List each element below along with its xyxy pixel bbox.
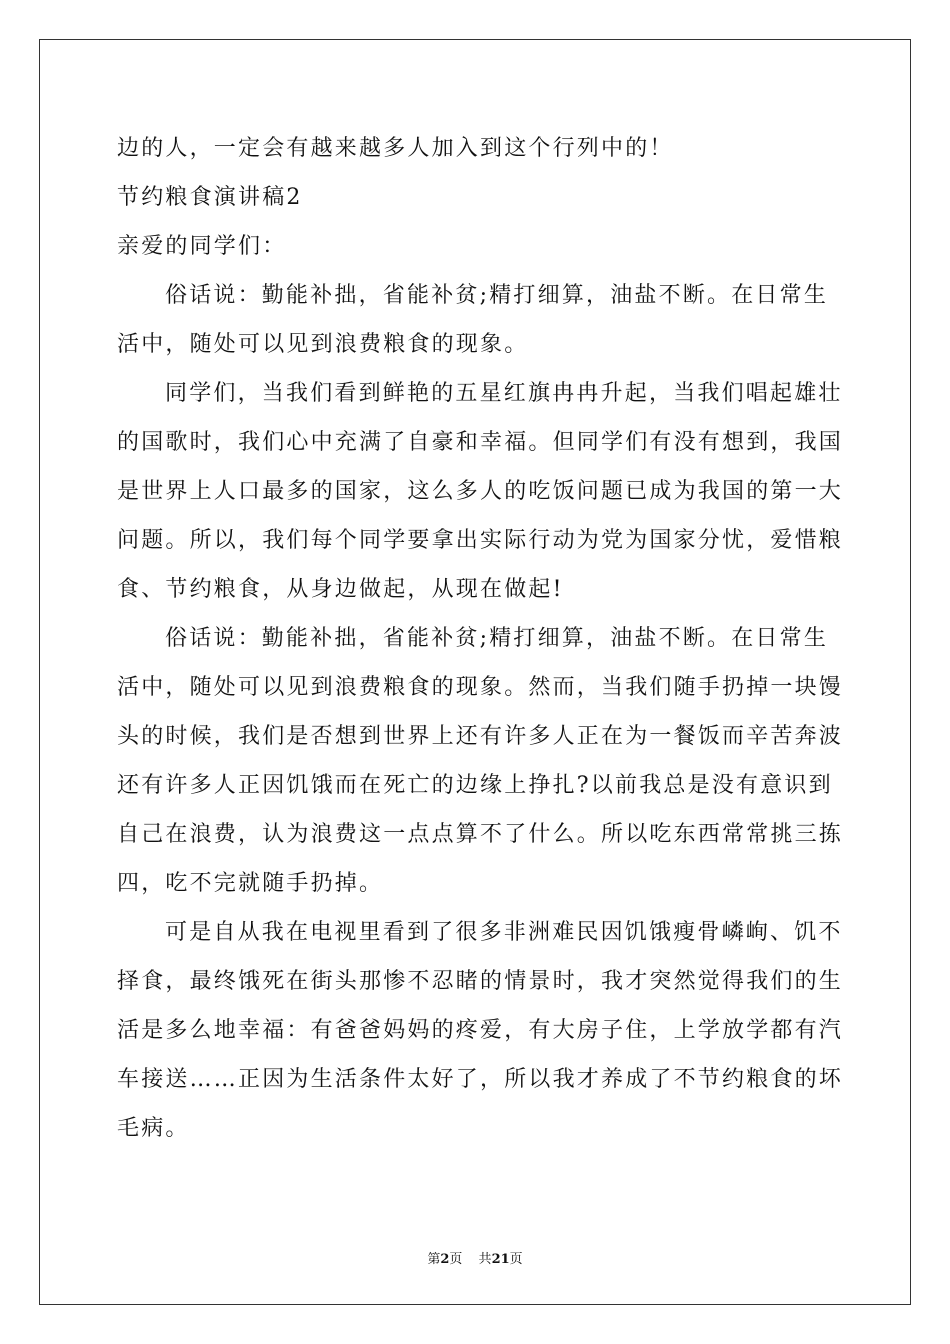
- paragraph-start: 俗话说：勤能补拙，省能补贫;精打细算，油盐不断。在日常生: [165, 283, 829, 308]
- text-line: 头的时候，我们是否想到世界上还有许多人正在为一餐饭而辛苦奔波: [117, 724, 844, 749]
- text-line: 是世界上人口最多的国家，这么多人的吃饭问题已成为我国的第一大: [117, 479, 844, 504]
- text-line: 活中，随处可以见到浪费粮食的现象。然而，当我们随手扔掉一块馒: [117, 675, 844, 700]
- page-number: 2: [440, 1252, 450, 1267]
- text-line: 的国歌时，我们心中充满了自豪和幸福。但同学们有没有想到，我国: [117, 430, 844, 455]
- page-suffix: 页: [449, 1252, 463, 1267]
- total-pages: 21: [491, 1252, 510, 1267]
- text-line: 食、节约粮食，从身边做起，从现在做起!: [117, 577, 564, 602]
- paragraph-start: 可是自从我在电视里看到了很多非洲难民因饥饿瘦骨嶙峋、饥不: [165, 920, 843, 945]
- total-suffix: 页: [509, 1252, 523, 1267]
- text-line: 还有许多人正因饥饿而在死亡的边缘上挣扎?以前我总是没有意识到: [117, 773, 833, 798]
- section-title: 节约粮食演讲稿2: [117, 185, 303, 210]
- total-indicator: [479, 1252, 523, 1267]
- text-line: 毛病。: [117, 1116, 190, 1141]
- text-line: 自己在浪费，认为浪费这一点点算不了什么。所以吃东西常常挑三拣: [117, 822, 844, 847]
- paragraph-start: 同学们，当我们看到鲜艳的五星红旗冉冉升起，当我们唱起雄壮: [165, 381, 843, 406]
- text-line: 择食，最终饿死在街头那惨不忍睹的情景时，我才突然觉得我们的生: [117, 969, 844, 994]
- paragraph-start: 俗话说：勤能补拙，省能补贫;精打细算，油盐不断。在日常生: [165, 626, 829, 651]
- text-line: 车接送……正因为生活条件太好了，所以我才养成了不节约粮食的坏: [117, 1067, 844, 1092]
- text-line: 活中，随处可以见到浪费粮食的现象。: [117, 332, 529, 357]
- page-prefix: 第: [427, 1252, 441, 1267]
- text-line: 边的人，一定会有越来越多人加入到这个行列中的！: [117, 136, 674, 161]
- salutation: 亲爱的同学们：: [117, 234, 287, 259]
- total-prefix: 共: [478, 1252, 492, 1267]
- text-line: 四，吃不完就随手扔掉。: [117, 871, 384, 896]
- text-line: 问题。所以，我们每个同学要拿出实际行动为党为国家分忧，爱惜粮: [117, 528, 844, 553]
- document-body: [117, 124, 844, 1153]
- page-indicator: [427, 1252, 462, 1267]
- page-footer: [0, 1248, 950, 1267]
- text-line: 活是多么地幸福：有爸爸妈妈的疼爱，有大房子住，上学放学都有汽: [117, 1018, 844, 1043]
